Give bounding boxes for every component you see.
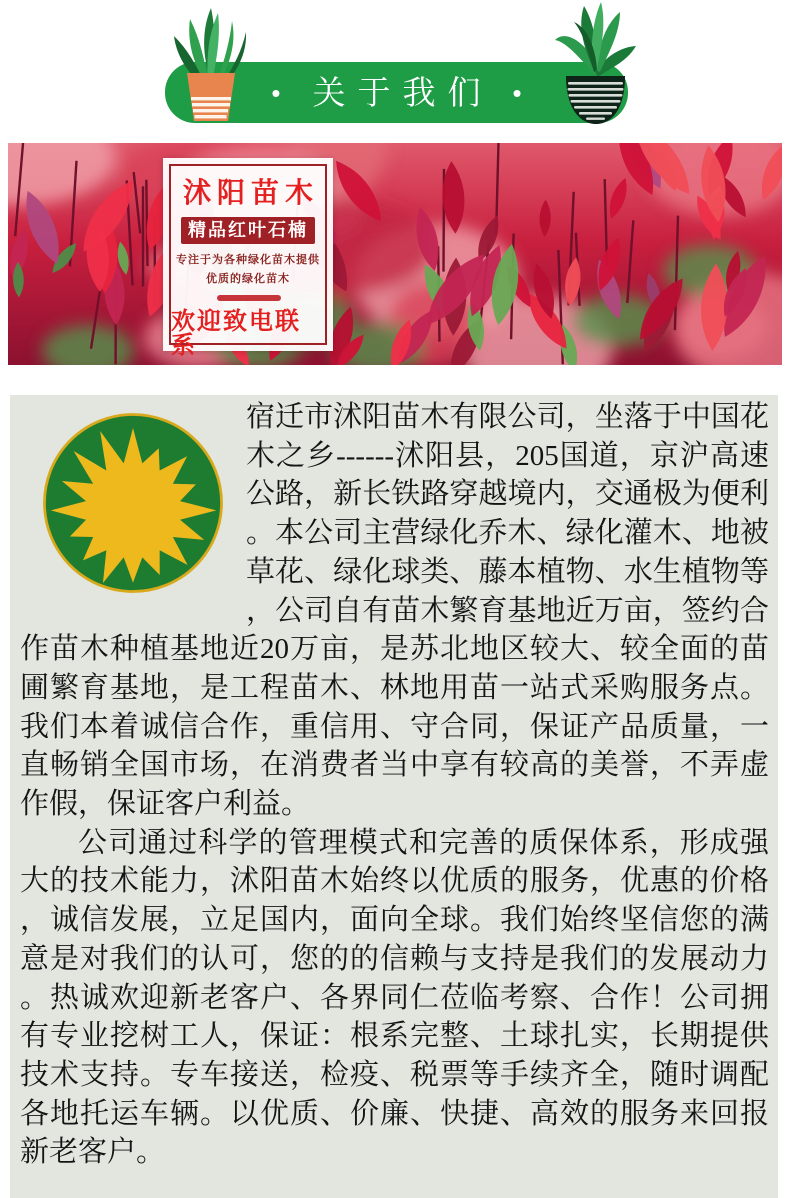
snake-plant-leaves [174, 8, 246, 81]
red-leaves-photo [8, 143, 782, 365]
product-tagline: 精品红叶石楠 [181, 217, 315, 244]
label-divider-accent [217, 295, 281, 301]
about-paragraph-1: 宿迁市沭阳苗木有限公司，坐落于中国花木之乡------沭阳县，205国道，京沪高速公路，新长铁路穿越境内，交通极为便利。本公司主营绿化乔木、绿化灌木、地被草花、绿化球类、藤本植物、水生植物等，公司自有苗木繁育基地近万亩，签约合作苗木种植基地近20万亩，是苏北地区较大、较全面的苗圃繁育基地，是工程苗木、林地用苗一站式采购服务点。我们本着诚信合作，重信用、守合同，保证产品质量，一直畅销全国市场，在消费者当中享有较高的美誉，不弄虚作假，保证客户利益。 [20, 398, 769, 824]
potted-plant-right-icon [548, 0, 645, 127]
page-title: 关于我们 [301, 76, 493, 109]
red-photinia-photo-banner [8, 143, 782, 365]
company-logo-container [20, 398, 246, 594]
dracaena-leaves [555, 2, 636, 77]
striped-basket-pot [566, 76, 625, 124]
brand-name: 沭阳苗木 [177, 179, 319, 207]
about-us-section [10, 395, 778, 1198]
title-dot-left: • [271, 80, 280, 106]
plant-pot [187, 73, 235, 121]
potted-plant-left-icon [165, 3, 257, 124]
about-paragraph-2: 公司通过科学的管理模式和完善的质保体系，形成强大的技术能力，沭阳苗木始终以优质的服务，优惠的价格，诚信发展，立足国内，面向全球。我们始终坚信您的满意是对我们的认可，您的的信赖与支持是我们的发展动力。热诚欢迎新老客户、各界同仁莅临考察、合作！公司拥有专业挖树工人，保证：根系完整、土球扎实，长期提供技术支持。专车接送，检疫、税票等手续齐全，随时调配各地托运车辆。以优质、价廉、快捷、高效的服务来回报新老客户。 [20, 824, 769, 1172]
brand-label-border [169, 164, 327, 345]
sunburst-logo-icon [38, 408, 228, 598]
contact-call-to-action: 欢迎致电联系 [171, 310, 325, 358]
brand-desc-line2: 优质的绿化苗木 [206, 274, 290, 285]
brand-label-card [163, 158, 333, 351]
header-section [0, 0, 790, 143]
title-dot-right: • [513, 80, 522, 106]
brand-desc-line1: 专注于为各种绿化苗木提供 [176, 255, 320, 266]
